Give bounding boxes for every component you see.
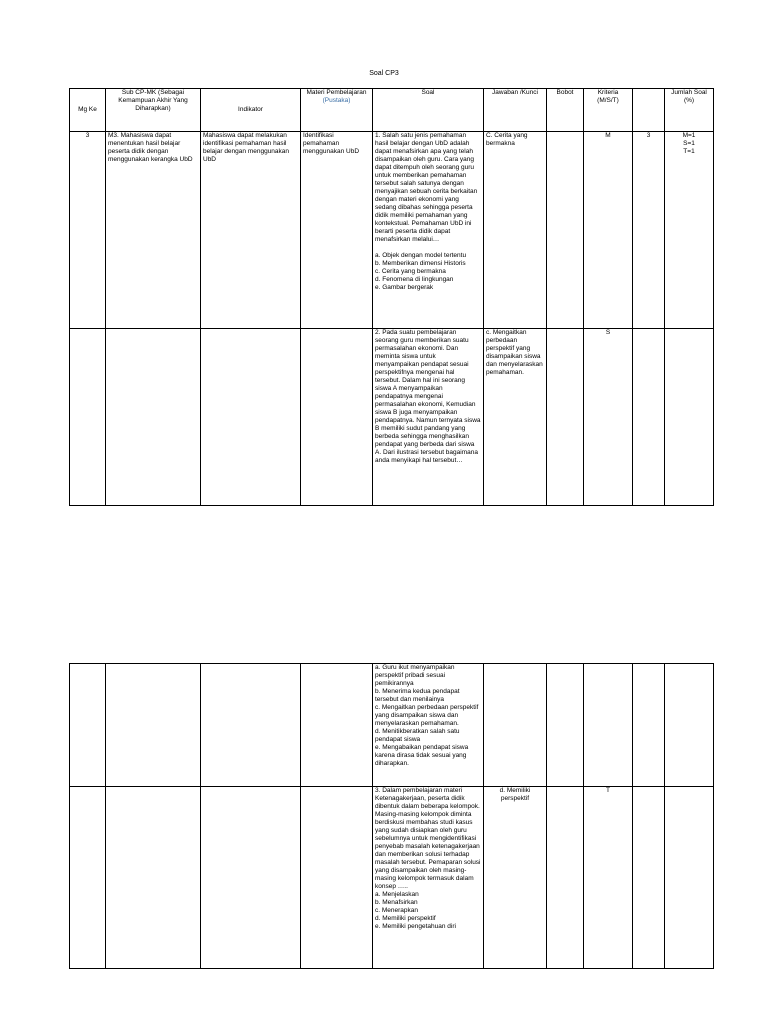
cell-indikator: Mahasiswa dapat melakukan identifikasi pemahaman hasil belajar dengan menggunakan UbD [201, 132, 301, 329]
cell-bobot [547, 329, 584, 506]
cell-indikator [201, 329, 301, 506]
soal-table-page-2 [69, 663, 714, 969]
cell-blank [633, 664, 665, 787]
header-sub-cpmk: Sub CP-MK (Sebagai Kemampuan Akhir Yang Diharapkan) [106, 89, 201, 132]
cell-mg-ke [70, 664, 106, 787]
cell-bobot [547, 132, 584, 329]
header-materi-label: Materi Pembelajaran [306, 89, 367, 96]
question-1-text: 1. Salah satu jenis pemahaman hasil belajar dengan UbD adalah dapat menafsirkan apa yang telah disampaikan oleh guru. Cara yang dapat ditempuh oleh seorang guru untuk memberikan pemahaman tersebut salah satunya dengan menyajikan sebuah cerita berkaitan dengan materi ekonomi yang sedang dibahas sehingga peserta didik memiliki pemahaman yang kontekstual. Pemahaman UbD ini berarti peserta didik dapat menafsirkan melalui… [375, 132, 478, 243]
cell-bobot [547, 787, 584, 969]
table-row [70, 132, 714, 329]
header-kriteria: Kriteria (M/S/T) [584, 89, 633, 132]
header-materi [301, 89, 373, 132]
header-blank [633, 89, 665, 132]
cell-bobot [547, 664, 584, 787]
cell-jumlah: M=1 S=1 T=1 [665, 132, 714, 329]
cell-blank [633, 329, 665, 506]
cell-jawaban [484, 664, 547, 787]
cell-sub-cpmk: M3. Mahasiswa dapat menentukan hasil belajar peserta didik dengan menggunakan kerangka UbD [106, 132, 201, 329]
question-1-option-c: c. Cerita yang bermakna [375, 268, 446, 275]
cell-kriteria: M [584, 132, 633, 329]
question-2-option-d: d. Menitikberatkan salah satu pendapat siswa [375, 728, 460, 743]
header-indikator: Indikator [201, 89, 301, 132]
cell-jawaban: c. Mengaitkan perbedaan perspektif yang disampaikan siswa dan menyelaraskan pemahaman. [484, 329, 547, 506]
question-2-option-a: a. Guru ikut menyampaikan perspektif pribadi sesuai pemikirannya [375, 664, 455, 687]
question-3-text: 3. Dalam pembelajaran materi Ketenagakerjaan, peserta didik dibentuk dalam beberapa kelompok. Masing-masing kelompok diminta berdiskusi membahas studi kasus yang sudah disiapkan oleh guru sebelumnya untuk mengidentifikasi penyebab masalah ketenagakerjaan dan memberikan solusi terhadap masalah tersebut. Pemaparan solusi yang disampaikan oleh masing-masing kelompok termasuk dalam konsep ….. [375, 787, 481, 890]
soal-table-page-1 [69, 88, 714, 506]
cell-sub-cpmk [106, 787, 201, 969]
question-1-option-b: b. Memberikan dimensi Historis [375, 260, 466, 267]
cell-indikator [201, 664, 301, 787]
cell-indikator [201, 787, 301, 969]
cell-soal [373, 132, 484, 329]
question-1-option-d: d. Fenomena di lingkungan [375, 276, 454, 283]
cell-sub-cpmk [106, 664, 201, 787]
question-1-option-e: e. Gambar bergerak [375, 284, 434, 291]
cell-materi: Identifikasi pemahaman menggunakan UbD [301, 132, 373, 329]
cell-soal: 2. Pada suatu pembelajaran seorang guru memberikan suatu permasalahan ekonomi. Dan meminta siswa untuk menyampaikan pendapat sesuai perspektifnya mengenai hal tersebut. Dalam hal ini seorang siswa A menyampaikan pendapatnya mengenai permasalahan ekonomi, Kemudian siswa B juga menyampaikan pendapatnya. Namun ternyata siswa B memiliki sudut pandang yang berbeda sehingga menghasilkan pendapat yang berbeda dari siswa A. Dari ilustrasi tersebut bagaimana anda menyikapi hal tersebut… [373, 329, 484, 506]
cell-soal [373, 787, 484, 969]
header-bobot: Bobot [547, 89, 584, 132]
cell-blank: 3 [633, 132, 665, 329]
cell-materi [301, 787, 373, 969]
cell-blank [633, 787, 665, 969]
header-soal: Soal [373, 89, 484, 132]
question-3-option-a: a. Menjelaskan [375, 891, 419, 898]
header-materi-pustaka: (Pustaka) [322, 97, 351, 104]
question-3-option-c: c. Menerapkan [375, 907, 418, 914]
document-title: Soal CP3 [369, 70, 399, 77]
cell-mg-ke: 3 [70, 132, 106, 329]
table-header-row [70, 89, 714, 132]
table-row [70, 664, 714, 787]
question-3-option-d: d. Memiliki perspektif [375, 915, 436, 922]
cell-jumlah [665, 664, 714, 787]
question-3-option-e: e. Memiliki pengetahuan diri [375, 923, 456, 930]
header-jumlah: Jumlah Soal (%) [665, 89, 714, 132]
cell-kriteria: T [584, 787, 633, 969]
cell-mg-ke [70, 329, 106, 506]
cell-jumlah [665, 787, 714, 969]
header-mg-ke: Mg Ke [70, 89, 106, 132]
table-row [70, 329, 714, 506]
question-1-option-a: a. Objek dengan model tertentu [375, 252, 467, 259]
cell-soal [373, 664, 484, 787]
cell-jawaban: C. Cerita yang bermakna [484, 132, 547, 329]
table-row [70, 787, 714, 969]
question-2-option-e: e. Mengabaikan pendapat siswa karena dirasa tidak sesuai yang diharapkan. [375, 744, 469, 767]
question-2-option-c: c. Mengaitkan perbedaan perspektif yang disampaikan siswa dan menyelaraskan pemahaman. [375, 704, 479, 727]
cell-mg-ke [70, 787, 106, 969]
cell-kriteria: S [584, 329, 633, 506]
cell-materi [301, 329, 373, 506]
cell-jawaban: d. Memiliki perspektif [484, 787, 547, 969]
header-jawaban: Jawaban /Kunci [484, 89, 547, 132]
cell-materi [301, 664, 373, 787]
question-3-option-b: b. Menafsirkan [375, 899, 418, 906]
cell-kriteria [584, 664, 633, 787]
question-2-option-b: b. Menerima kedua pendapat tersebut dan menilainya [375, 688, 460, 703]
cell-sub-cpmk [106, 329, 201, 506]
cell-jumlah [665, 329, 714, 506]
